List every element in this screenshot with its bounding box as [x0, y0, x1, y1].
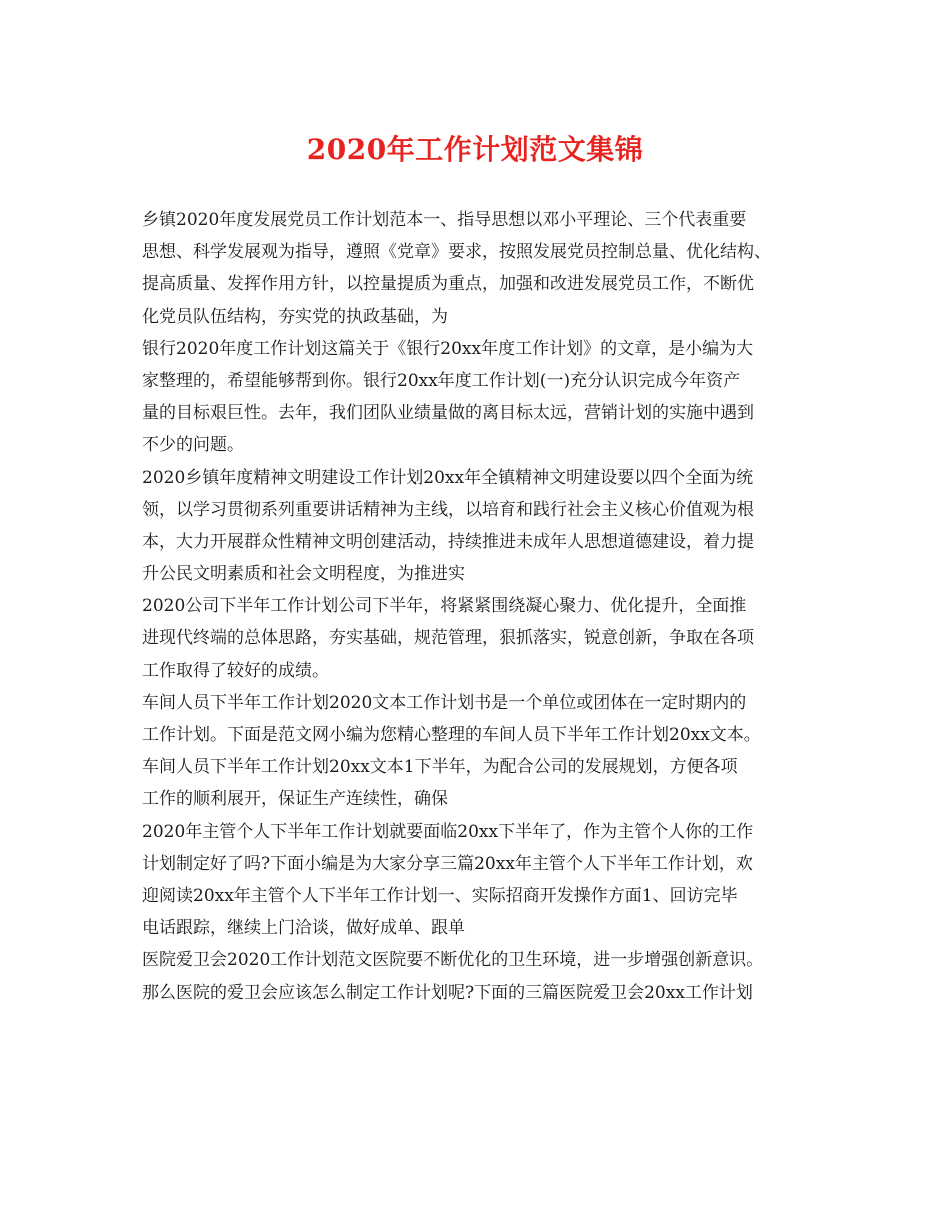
text-line: 2020公司下半年工作计划公司下半年，将紧紧围绕凝心聚力、优化提升，全面推 — [142, 596, 747, 617]
document-title: 2020年工作计划范文集锦 — [306, 133, 644, 166]
text-line: 不少的问题。 — [142, 435, 244, 456]
text-line: 工作的顺利展开，保证生产连续性，确保 — [142, 789, 448, 810]
text-line: 2020乡镇年度精神文明建设工作计划20xx年全镇精神文明建设要以四个全面为统 — [142, 467, 754, 488]
text-line: 家整理的，希望能够帮到你。银行20xx年度工作计划(一)充分认识完成今年资产 — [142, 370, 741, 391]
text-line: 车间人员下半年工作计划20xx文本1下半年，为配合公司的发展规划，方便各项 — [142, 757, 738, 778]
text-line: 进现代终端的总体思路，夯实基础，规范管理，狠抓落实，锐意创新，争取在各项 — [142, 628, 754, 649]
text-line: 计划制定好了吗?下面小编是为大家分享三篇20xx年主管个人下半年工作计划，欢 — [142, 853, 753, 874]
text-line: 银行2020年度工作计划这篇关于《银行20xx年度工作计划》的文章，是小编为大 — [142, 338, 754, 359]
text-line: 工作取得了较好的成绩。 — [142, 660, 329, 681]
text-line: 车间人员下半年工作计划2020文本工作计划书是一个单位或团体在一定时期内的 — [142, 692, 747, 713]
text-line: 乡镇2020年度发展党员工作计划范本一、指导思想以邓小平理论、三个代表重要 — [142, 210, 747, 230]
text-line: 本，大力开展群众性精神文明创建活动，持续推进未成年人思想道德建设，着力提 — [142, 531, 754, 552]
document-body — [142, 204, 832, 1009]
text-line: 2020年主管个人下半年工作计划就要面临20xx下半年了，作为主管个人你的工作 — [142, 821, 754, 842]
text-line: 升公民文明素质和社会文明程度，为推进实 — [142, 564, 465, 585]
text-line: 那么医院的爱卫会应该怎么制定工作计划呢?下面的三篇医院爱卫会20xx工作计划 — [142, 982, 753, 1003]
text-line: 工作计划。下面是范文网小编为您精心整理的车间人员下半年工作计划20xx文本。 — [142, 725, 761, 745]
text-line: 提高质量、发挥作用方针，以控量提质为重点，加强和改进发展党员工作，不断优 — [142, 274, 754, 295]
text-line: 量的目标艰巨性。去年，我们团队业绩量做的离目标太远，营销计划的实施中遇到 — [142, 403, 754, 424]
text-line: 领，以学习贯彻系列重要讲话精神为主线，以培育和践行社会主义核心价值观为根 — [142, 499, 754, 520]
text-line: 迎阅读20xx年主管个人下半年工作计划一、实际招商开发操作方面1、回访完毕 — [142, 885, 738, 906]
text-line: 医院爱卫会2020工作计划范文医院要不断优化的卫生环境，进一步增强创新意识。 — [142, 950, 764, 971]
text-line: 电话跟踪，继续上门洽谈，做好成单、跟单 — [142, 918, 465, 939]
text-line: 思想、科学发展观为指导，遵照《党章》要求，按照发展党员控制总量、优化结构、 — [142, 242, 771, 263]
text-line: 化党员队伍结构，夯实党的执政基础，为 — [142, 306, 448, 327]
